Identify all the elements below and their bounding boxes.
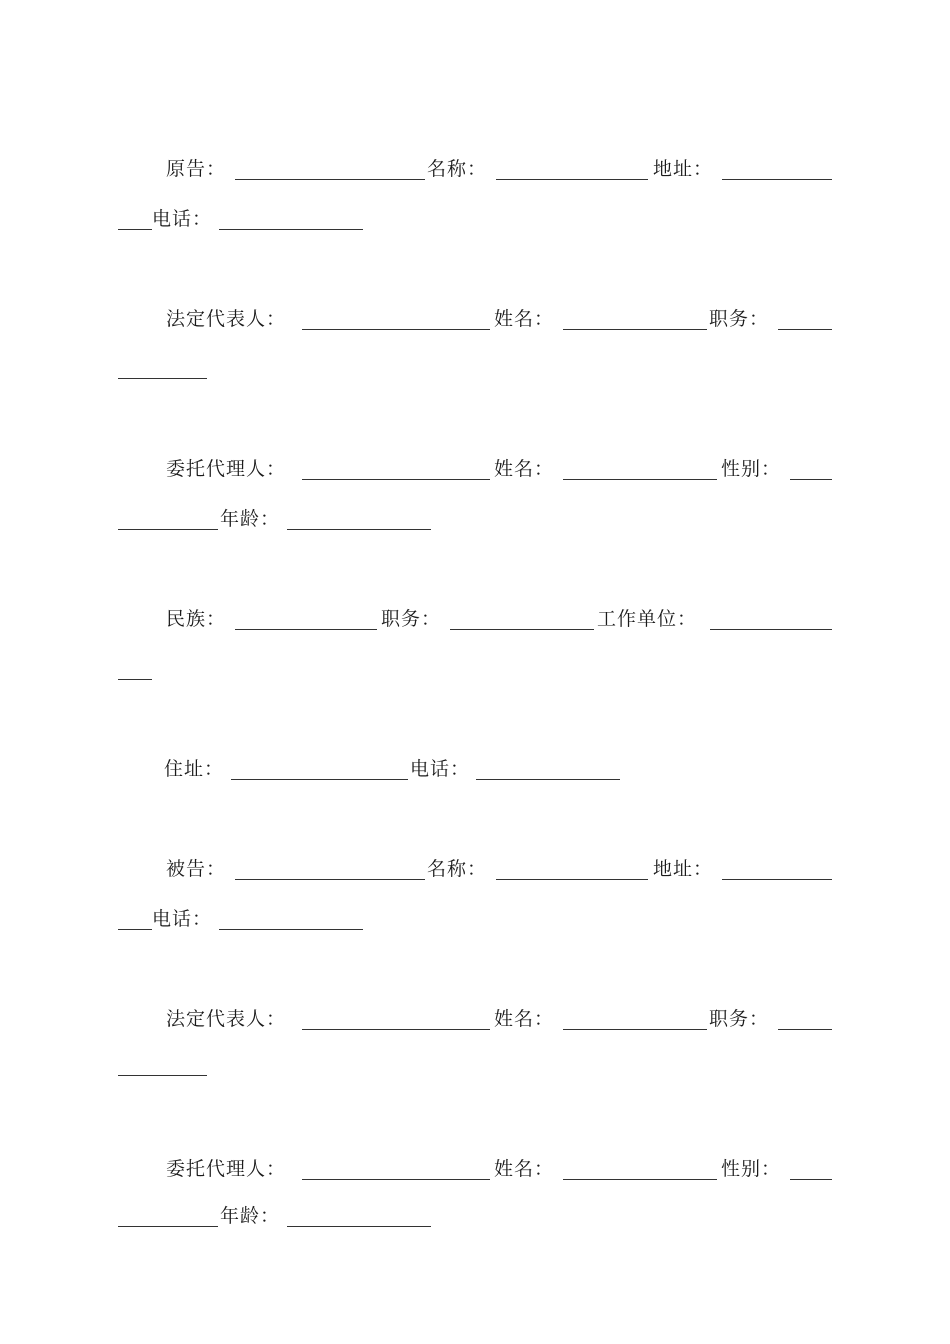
label-def-rep-position: 职务： [709,1008,770,1030]
label-agent: 委托代理人： [166,458,287,480]
blank-rep-position-cont[interactable] [118,378,207,379]
label-legal-rep: 法定代表人： [166,308,287,330]
blank-def-agent-name[interactable] [563,1179,717,1180]
blank-employer-cont[interactable] [118,679,152,680]
blank-legal-rep[interactable] [302,329,490,330]
label-def-agent: 委托代理人： [166,1158,287,1180]
blank-def-rep-name[interactable] [563,1029,707,1030]
label-def-rep-name: 姓名： [494,1008,555,1030]
blank-residence[interactable] [231,779,408,780]
label-plaintiff: 原告： [166,158,227,180]
blank-gender[interactable] [790,479,832,480]
label-agent-name: 姓名： [494,458,555,480]
blank-employer[interactable] [710,629,832,630]
blank-agent[interactable] [302,479,490,480]
blank-agent-name[interactable] [563,479,717,480]
blank-address-cont[interactable] [118,229,152,230]
label-age: 年龄： [220,508,281,530]
blank-defendant[interactable] [235,879,425,880]
blank-residence-phone[interactable] [476,779,620,780]
label-rep-name: 姓名： [494,308,555,330]
blank-rep-name[interactable] [563,329,707,330]
blank-def-name[interactable] [496,879,648,880]
blank-def-gender[interactable] [790,1179,832,1180]
label-position: 职务： [381,608,442,630]
blank-phone[interactable] [219,229,363,230]
label-ethnicity: 民族： [166,608,227,630]
label-employer: 工作单位： [597,608,698,630]
blank-rep-position[interactable] [778,329,832,330]
label-residence: 住址： [164,758,225,780]
blank-def-gender-cont[interactable] [118,1226,218,1227]
label-def-address: 地址： [653,858,714,880]
label-phone: 电话： [152,208,213,230]
blank-def-phone[interactable] [219,929,363,930]
label-rep-position: 职务： [709,308,770,330]
label-def-agent-name: 姓名： [494,1158,555,1180]
label-defendant: 被告： [166,858,227,880]
blank-def-age[interactable] [287,1226,431,1227]
blank-address[interactable] [722,179,832,180]
blank-position[interactable] [450,629,594,630]
label-def-age: 年龄： [220,1205,281,1227]
blank-def-legal-rep[interactable] [302,1029,490,1030]
blank-def-rep-position-cont[interactable] [118,1075,207,1076]
label-name: 名称： [427,158,488,180]
blank-age[interactable] [287,529,431,530]
blank-plaintiff[interactable] [235,179,425,180]
label-residence-phone: 电话： [410,758,471,780]
label-def-legal-rep: 法定代表人： [166,1008,287,1030]
label-def-gender: 性别： [721,1158,782,1180]
blank-name[interactable] [496,179,648,180]
label-address: 地址： [653,158,714,180]
blank-def-address[interactable] [722,879,832,880]
blank-ethnicity[interactable] [235,629,377,630]
blank-def-agent[interactable] [302,1179,490,1180]
label-def-phone: 电话： [152,908,213,930]
blank-gender-cont[interactable] [118,529,218,530]
blank-def-rep-position[interactable] [778,1029,832,1030]
label-gender: 性别： [721,458,782,480]
label-def-name: 名称： [427,858,488,880]
blank-def-address-cont[interactable] [118,929,152,930]
